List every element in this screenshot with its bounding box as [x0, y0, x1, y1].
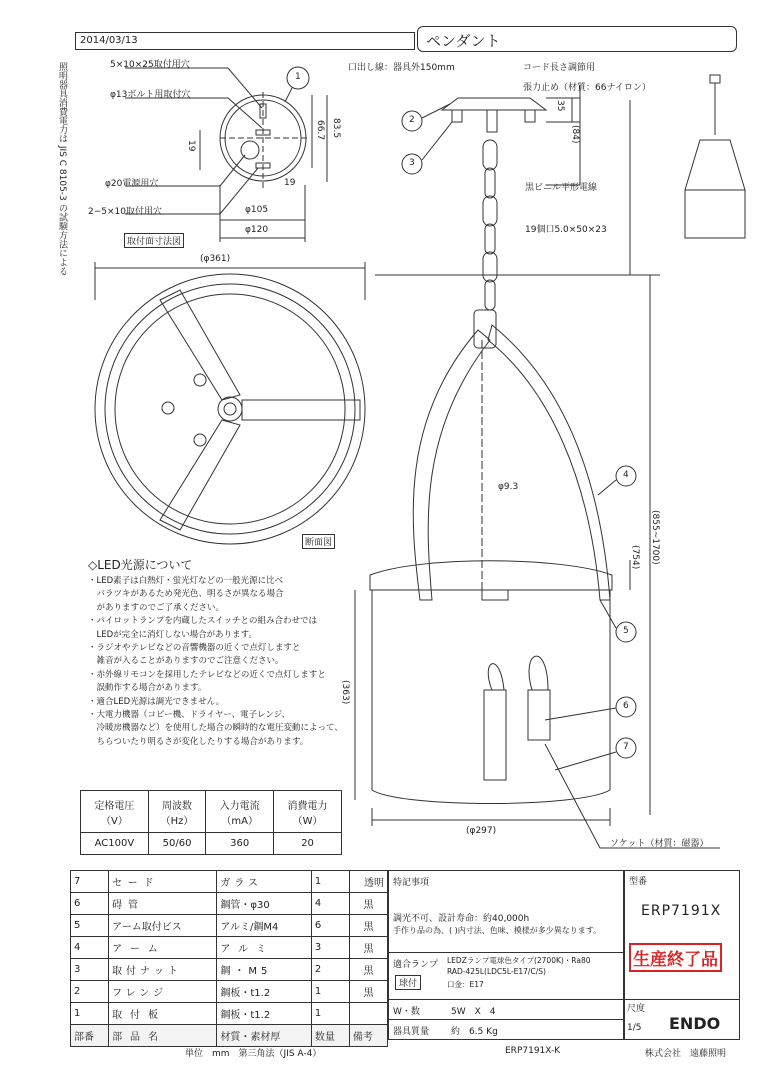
- col-header: 備考: [349, 1025, 387, 1047]
- elec-header: 消費電力 （W）: [274, 791, 342, 833]
- col-header: 材質・素材厚: [217, 1025, 311, 1047]
- part-material: 鋼板・t1.2: [217, 981, 311, 1003]
- balloon-5: 5: [623, 626, 629, 636]
- lamp-1: LEDZランプ電球色タイプ(2700K)・Ra80: [447, 956, 591, 965]
- cord-exit: 口出し線：器具外150mm: [348, 63, 455, 73]
- spec-block: [388, 870, 624, 1040]
- watt-value: 5W X 4: [451, 1007, 496, 1017]
- led-line: ・パイロットランプを内蔵したスイッチとの組み合わせでは: [88, 616, 317, 627]
- part-name: 碍管: [109, 893, 217, 915]
- part-material: 鋼板・t1.2: [217, 1003, 311, 1025]
- led-line: ・大電力機器（コピー機、ドライヤー、電子レンジ、: [88, 710, 290, 721]
- led-line: ・LED素子は白熱灯・蛍光灯などの一般光源に比べ: [88, 576, 284, 586]
- part-material: 鋼・M5: [217, 959, 311, 981]
- led-line: ・ラジオやテレビなどの音響機器の近くで点灯しますと: [88, 643, 301, 654]
- parts-table: [70, 870, 388, 1047]
- mount-label-power: φ20電源用穴: [105, 179, 159, 189]
- part-name: 取付ナット: [109, 959, 217, 981]
- chain-spec: 19個口5.0×50×23: [525, 225, 607, 235]
- table-row: [71, 893, 388, 915]
- col-header: 数量: [311, 1025, 349, 1047]
- balloon-2: 2: [409, 115, 415, 125]
- led-notes: [88, 556, 358, 749]
- dim-297: (φ297): [466, 826, 497, 836]
- part-no: 7: [71, 871, 109, 893]
- mount-caption: 取付面寸法図: [124, 233, 184, 248]
- col-header: 部番: [71, 1025, 109, 1047]
- lamp-2: RAD-425L(LDC5L-E17/C/S): [447, 967, 546, 976]
- elec-value: 50/60: [148, 833, 205, 855]
- led-line: 誤動作する場合があります。: [88, 683, 207, 694]
- part-name: 取付板: [109, 1003, 217, 1025]
- cable: 黒ビニル平形電線: [525, 183, 598, 193]
- part-material: アルミ/鋼M4: [217, 915, 311, 937]
- dim-363: (363): [340, 680, 350, 705]
- led-line: 冷暖房機器など）を使用した場合の瞬時的な電圧変動によって、: [88, 723, 343, 734]
- part-no: 3: [71, 959, 109, 981]
- lamp-label: 適合ランプ: [393, 960, 439, 970]
- scale-label: 尺度: [627, 1004, 646, 1014]
- part-no: 5: [71, 915, 109, 937]
- spec-text-2: 手作り品の為、( )内寸法、色味、模様が多少異なります。: [393, 926, 602, 935]
- part-no: 2: [71, 981, 109, 1003]
- part-qty: 4: [311, 893, 349, 915]
- drawing-title: ペンダント: [426, 32, 501, 50]
- part-note: 黒: [349, 981, 387, 1003]
- elec-header: 入力電流 （mA）: [206, 791, 274, 833]
- elec-value: 20: [274, 833, 342, 855]
- led-line: バラツキがあるため発光色、明るさが異なる場合: [88, 589, 284, 600]
- led-line: がありますのでご了承ください。: [88, 602, 225, 613]
- scale-value: 1/5: [627, 1023, 642, 1033]
- elec-header: 周波数 （Hz）: [148, 791, 205, 833]
- part-note: 黒: [349, 937, 387, 959]
- brand-logo: ENDO: [669, 1014, 721, 1033]
- balloon-3: 3: [409, 158, 415, 168]
- elec-value: 360: [206, 833, 274, 855]
- dim-754: (754): [630, 545, 640, 570]
- weight-label: 器具質量: [393, 1027, 430, 1037]
- footer-company: 株式会社 遠藤照明: [645, 1049, 727, 1059]
- led-line: ・適合LED光源は調光できません。: [88, 696, 225, 707]
- mount-dim-19b: 19: [284, 178, 296, 188]
- part-no: 4: [71, 937, 109, 959]
- footer-unit: 単位 mm 第三角法（JIS A-4）: [185, 1049, 322, 1059]
- footer-code: ERP7191X-K: [505, 1046, 561, 1056]
- part-name: フレンジ: [109, 981, 217, 1003]
- led-title: ◇LED光源について: [88, 558, 193, 572]
- dim-855-1700: (855~1700): [650, 510, 660, 565]
- electrical-table: [80, 790, 342, 855]
- part-material: アルミ: [217, 937, 311, 959]
- part-material: 鋼管・φ30: [217, 893, 311, 915]
- mount-dim-667: 66.7: [315, 120, 325, 141]
- part-no: 1: [71, 1003, 109, 1025]
- table-header-row: [71, 1025, 388, 1047]
- part-note: 黒: [349, 915, 387, 937]
- table-row: [71, 1003, 388, 1025]
- plan-caption: 断面図: [302, 534, 335, 549]
- dim-84: (84): [570, 125, 580, 144]
- plan-inner: [115, 294, 345, 524]
- table-row: [71, 871, 388, 893]
- spec-label: 特記事項: [393, 878, 430, 888]
- socket: ソケット（材質：磁器）: [610, 839, 709, 849]
- mount-dim-835: 83.5: [331, 118, 341, 139]
- part-no: 6: [71, 893, 109, 915]
- date: 2014/03/13: [80, 35, 138, 46]
- plan-outer: [95, 274, 365, 544]
- part-name: アーム: [109, 937, 217, 959]
- led-line: 雑音が入ることがありますのでご注意ください。: [88, 656, 284, 667]
- part-qty: 3: [311, 937, 349, 959]
- part-qty: 1: [311, 871, 349, 893]
- part-qty: 2: [311, 959, 349, 981]
- part-note: [349, 1003, 387, 1025]
- dim-93: φ9.3: [498, 482, 519, 492]
- balloon-7: 7: [623, 742, 629, 752]
- balloon-4: 4: [623, 470, 629, 480]
- title-block: [624, 870, 740, 1040]
- led-line: ・赤外線リモコンを採用したテレビなどの近くで点灯しますと: [88, 669, 326, 680]
- balloon-6: 6: [623, 701, 629, 711]
- model-label: 型番: [629, 877, 648, 887]
- spec-text-1: 調光不可、設計寿命：約40,000h: [393, 914, 530, 924]
- part-name: アーム取付ビス: [109, 915, 217, 937]
- plan-rim: [105, 284, 355, 534]
- shade: [370, 561, 612, 590]
- mount-dim-120: φ120: [245, 225, 269, 235]
- cord-adjust: コード長さ調節用: [523, 63, 596, 73]
- tension-stop: 張力止め（材質：66ナイロン）: [523, 83, 651, 93]
- part-qty: 6: [311, 915, 349, 937]
- part-material: ガラス: [217, 871, 311, 893]
- elec-header: 定格電圧 （V）: [81, 791, 149, 833]
- col-header: 部品名: [109, 1025, 217, 1047]
- model-number: ERP7191X: [641, 903, 722, 919]
- led-line: LEDが完全に消灯しない場合があります。: [88, 629, 257, 640]
- table-row: [71, 959, 388, 981]
- plan-dim: (φ361): [200, 254, 231, 264]
- part-qty: 1: [311, 981, 349, 1003]
- elec-value: AC100V: [81, 833, 149, 855]
- bulb: [488, 664, 504, 690]
- mount-dim-105: φ105: [245, 205, 269, 215]
- watt-label: W・数: [393, 1007, 420, 1017]
- weight-value: 約 6.5 Kg: [451, 1027, 498, 1037]
- part-qty: 1: [311, 1003, 349, 1025]
- mount-label-slot: 5×10×25取付用穴: [110, 60, 190, 70]
- balloon-1: 1: [295, 72, 301, 82]
- lamp-sub: 球付: [395, 975, 421, 990]
- part-note: 透明: [349, 871, 387, 893]
- led-line: ちらついたり明るさが変化したりする場合があります。: [88, 736, 309, 747]
- part-name: セード: [109, 871, 217, 893]
- part-note: 黒: [349, 893, 387, 915]
- mount-label-mounting: 2−5×10取付用穴: [88, 207, 162, 217]
- part-note: 黒: [349, 959, 387, 981]
- table-row: [71, 981, 388, 1003]
- side-note: 照明器具消費電力は JIS C 8105-3 の試験方法による: [57, 62, 67, 276]
- chain: [483, 140, 497, 310]
- mount-label-bolt: φ13ボルト用取付穴: [110, 90, 191, 100]
- lamp-3: 口金：E17: [447, 980, 484, 989]
- production-ended-stamp: 生産終了品: [629, 943, 722, 972]
- mount-dim-19a: 19: [186, 140, 196, 152]
- dim-35: 35: [555, 100, 565, 112]
- table-row: [71, 937, 388, 959]
- table-row: [71, 915, 388, 937]
